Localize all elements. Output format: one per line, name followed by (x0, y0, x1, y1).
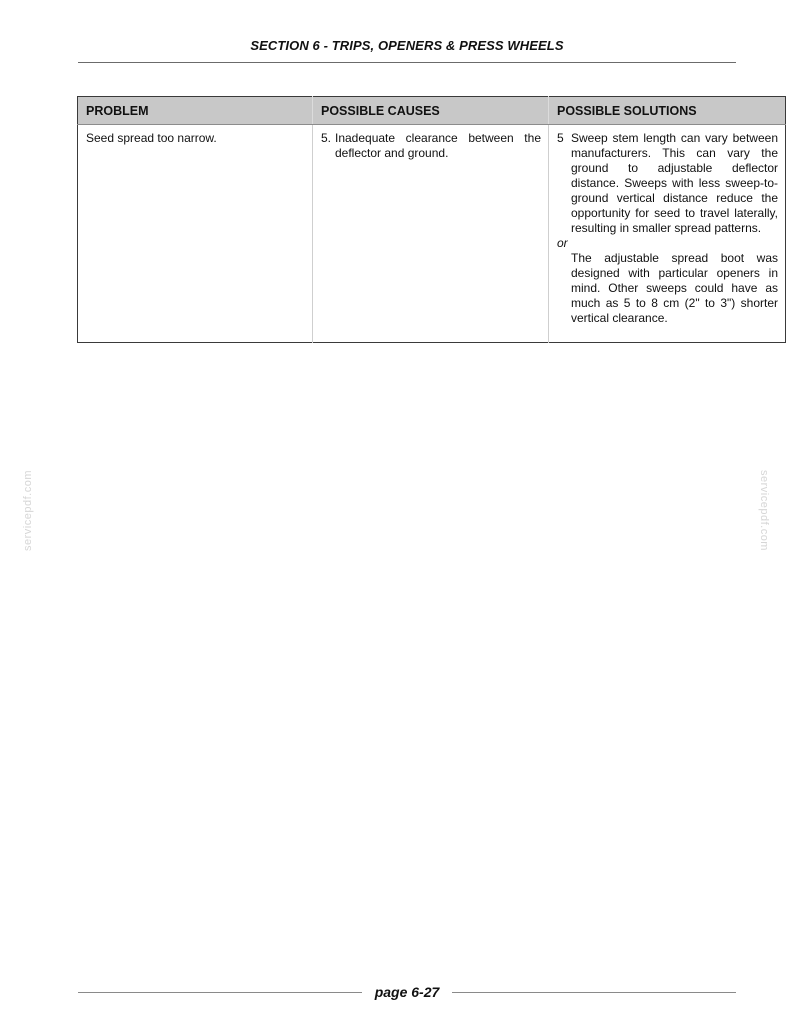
watermark-right: servicepdf.com (758, 470, 770, 551)
section-title: SECTION 6 - TRIPS, OPENERS & PRESS WHEELS (250, 38, 564, 53)
problem-cell (78, 125, 313, 343)
column-header-problem: PROBLEM (78, 97, 313, 125)
header-divider (78, 62, 736, 63)
troubleshooting-table (77, 96, 786, 343)
page-number: page 6-27 (374, 984, 440, 1000)
footer-divider-right (452, 992, 736, 993)
table-header-row (78, 97, 786, 125)
cause-item (321, 131, 541, 161)
footer-divider-left (78, 992, 362, 993)
column-header-solutions: POSSIBLE SOLUTIONS (549, 97, 786, 125)
problem-text: Seed spread too narrow. (86, 131, 217, 145)
table-row (78, 125, 786, 343)
solution-number: 5 (557, 131, 564, 145)
solution-or: or (557, 236, 568, 250)
solution-item (557, 131, 778, 236)
column-header-causes: POSSIBLE CAUSES (313, 97, 549, 125)
solution-alternative: The adjustable spread boot was designed with particular openers in mind. Other sweeps could have as much as 5 to 8 cm (2" to 3") shorter vertical clearance. (571, 251, 778, 325)
solution-cell (549, 125, 786, 343)
cause-cell (313, 125, 549, 343)
solution-text: Sweep stem length can vary between manufacturers. This can vary the ground to adjustable deflector distance. Sweeps with less sweep-to-ground vertical distance reduce the opportunity for seed to travel laterally, resulting in smaller spread patterns. (571, 131, 778, 235)
cause-text: Inadequate clearance between the deflector and ground. (335, 131, 541, 160)
cause-number: 5. (321, 131, 332, 145)
watermark-left: servicepdf.com (22, 470, 34, 551)
